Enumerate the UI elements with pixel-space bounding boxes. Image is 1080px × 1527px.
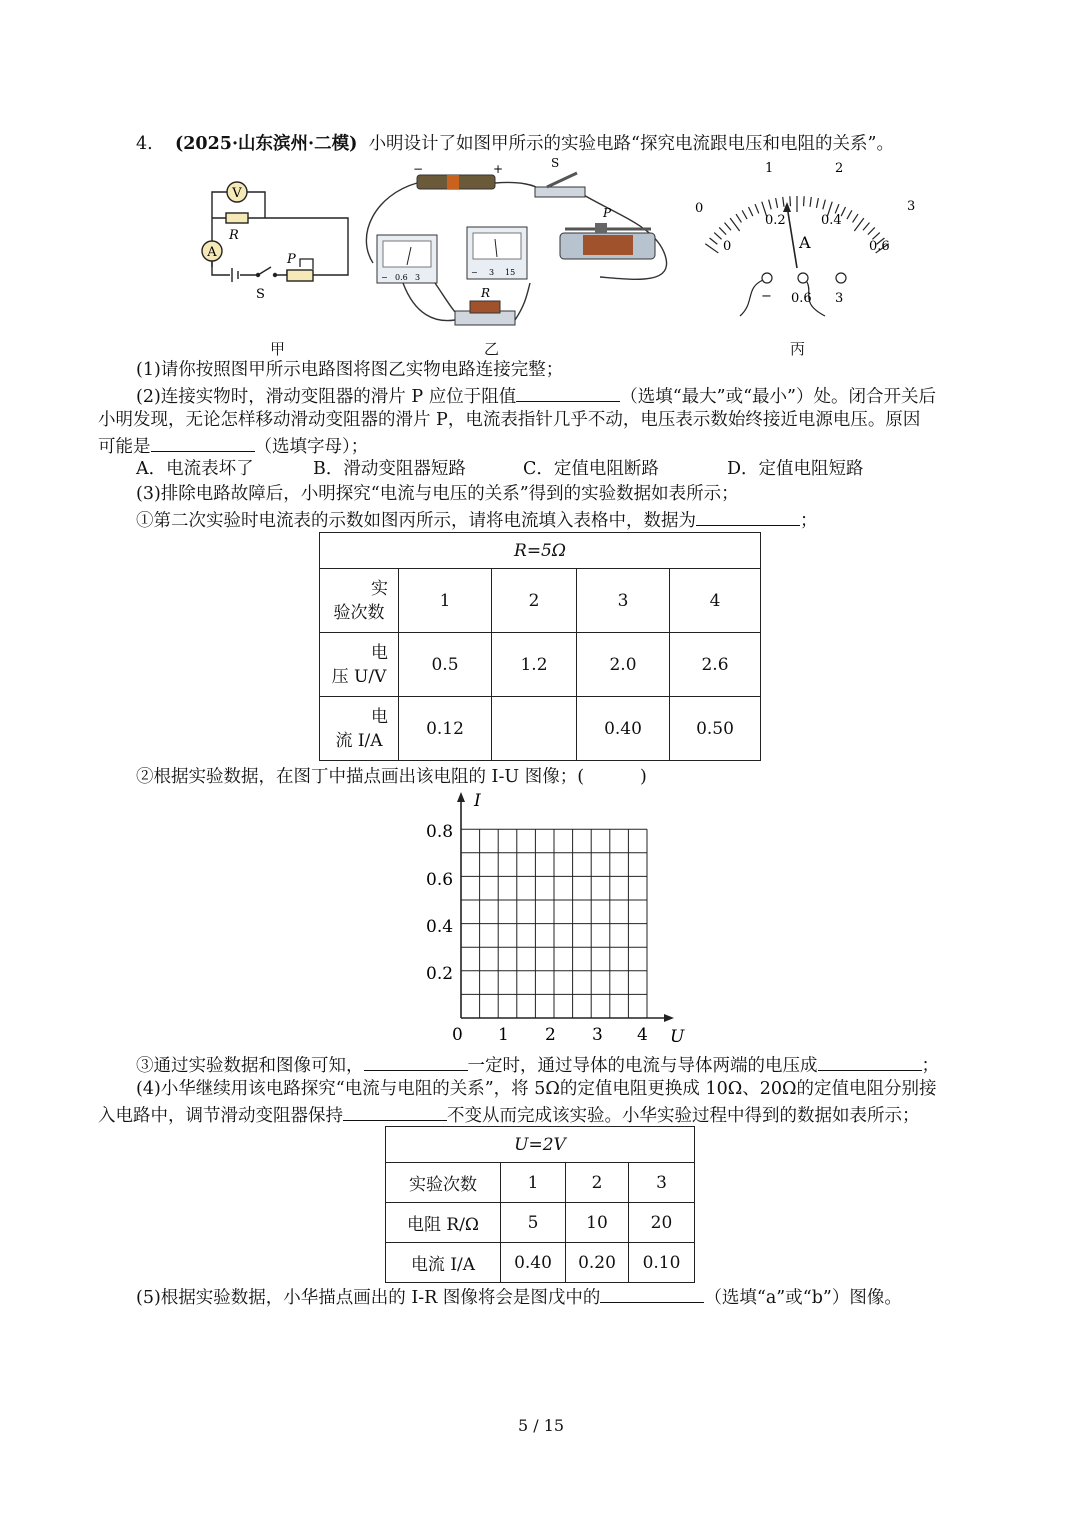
part-2-line-2: 小明发现，无论怎样移动滑动变阻器的滑片 P，电流表指针几乎不动，电压表示数始终接近电源电压。原因 — [98, 410, 921, 430]
switch-device — [535, 156, 585, 197]
dial-tick — [868, 227, 875, 234]
table-current-resistance — [385, 1126, 695, 1283]
terminal-06: 0.6 — [791, 291, 812, 306]
option-d: D．定值电阻短路 — [727, 459, 864, 479]
svg-text:3: 3 — [415, 273, 421, 282]
part-5: (5)根据实验数据，小华描点画出的 I-R 图像将会是图戊中的 （选填“a”或“b”）图像。 — [136, 1284, 902, 1310]
dial-tick — [804, 196, 805, 206]
answer-blank-p5-graph[interactable] — [600, 1284, 704, 1303]
question-text: 小明设计了如图甲所示的实验电路“探究电流跟电压和电阻的关系”。 — [368, 134, 894, 154]
x-tick-label: 1 — [498, 1025, 509, 1045]
option-a: A．电流表坏了 — [136, 459, 254, 479]
bottom-scale-3: 0.6 — [869, 239, 890, 254]
question-number: 4. — [136, 134, 153, 154]
table-row: 实 验次数 1 2 3 4 — [320, 569, 761, 633]
answer-cell-current-2[interactable] — [492, 697, 577, 761]
ammeter-device — [377, 235, 437, 283]
battery-pack — [413, 162, 503, 189]
battery-symbol — [232, 268, 238, 282]
answer-blank-p2-reason[interactable] — [151, 433, 255, 452]
dial-tick — [790, 196, 791, 206]
table-row: 电阻 R/Ω 5 10 20 — [386, 1203, 695, 1243]
part-3-2: ②根据实验数据，在图丁中描点画出该电阻的 I-U 图像；( ) — [136, 767, 647, 787]
dial-tick — [783, 197, 784, 207]
part-1: (1)请你按照图甲所示电路图将图乙实物电路连接完整； — [136, 360, 564, 380]
dial-ticks — [705, 196, 888, 253]
figure-ding-graph[interactable] — [420, 790, 690, 1048]
page-number: 5 / 15 — [518, 1416, 565, 1435]
dial-tick — [769, 200, 772, 210]
part-4-line-2: 入电路中，调节滑动变阻器保持 不变从而完成该实验。小华实验过程中得到的数据如表所示； — [98, 1102, 920, 1128]
dial-tick — [730, 218, 740, 231]
dial-tick — [841, 207, 845, 216]
x-tick-label: 4 — [637, 1025, 648, 1045]
x-tick-label: 0 — [452, 1025, 463, 1045]
dial-tick — [725, 223, 731, 231]
answer-blank-p3-current[interactable] — [696, 507, 800, 526]
table-row: 电流 I/A 0.40 0.20 0.10 — [386, 1243, 695, 1283]
table1-title: R=5Ω — [320, 533, 761, 569]
x-tick-label: 2 — [545, 1025, 556, 1045]
dial-unit: A — [799, 233, 811, 252]
caption-yi: 乙 — [484, 340, 500, 358]
answer-blank-p4-constant[interactable] — [343, 1102, 447, 1121]
option-b: B．滑动变阻器短路 — [313, 459, 466, 479]
graph-grid[interactable] — [461, 829, 647, 1018]
figure-yi-apparatus — [355, 155, 685, 335]
y-tick-label: 0.4 — [426, 917, 454, 937]
dial-needle — [787, 206, 797, 268]
svg-text:0.6: 0.6 — [395, 273, 408, 282]
svg-text:P: P — [603, 206, 612, 220]
table-row: 电 压 U/V 0.5 1.2 2.0 2.6 — [320, 633, 761, 697]
rheostat-symbol — [287, 270, 313, 281]
dial-tick — [847, 210, 852, 219]
switch-label: S — [256, 287, 265, 300]
part-2-line-3: 可能是 （选填字母）； — [98, 433, 368, 459]
voltmeter-label: V — [232, 186, 242, 201]
y-tick-label: 0.6 — [426, 870, 454, 890]
y-axis-label: I — [474, 791, 481, 811]
table2-title: U=2V — [386, 1127, 695, 1163]
part-4-line-1: (4)小华继续用该电路探究“电流与电阻的关系”，将 5Ω的定值电阻更换成 10Ω、20Ω的定值电阻分别接 — [136, 1079, 937, 1099]
y-tick-label: 0.2 — [426, 964, 454, 984]
table-row: 实验次数 1 2 3 — [386, 1163, 695, 1203]
dial-tick — [710, 238, 718, 244]
terminal-3: 3 — [835, 291, 844, 306]
caption-bing: 丙 — [790, 340, 806, 358]
question-source: (2025·山东滨州·二模) — [174, 134, 358, 154]
figure-jia-circuit — [195, 175, 360, 300]
dial-tick — [755, 204, 759, 213]
bottom-scale-0: 0 — [723, 239, 732, 254]
svg-text:R: R — [481, 286, 491, 300]
dial-tick — [823, 200, 826, 210]
answer-blank-p3-proportion[interactable] — [818, 1052, 922, 1071]
top-scale-0: 0 — [695, 201, 704, 216]
svg-text:+: + — [493, 162, 504, 176]
resistor-label: R — [229, 228, 239, 243]
part-3: (3)排除电路故障后，小明探究“电流与电压的关系”得到的实验数据如表所示； — [136, 484, 739, 504]
resistor-symbol — [226, 213, 248, 223]
part-2-line-1: (2)连接实物时，滑动变阻器的滑片 P 应位于阻值 （选填“最大”或“最小”）处。闭合开关后 — [136, 383, 936, 409]
top-scale-1: 1 — [765, 161, 774, 176]
bottom-scale-1: 0.2 — [765, 213, 786, 228]
option-c: C．定值电阻断路 — [523, 459, 659, 479]
svg-text:3: 3 — [489, 268, 495, 277]
svg-text:−: − — [413, 162, 424, 176]
svg-text:−: − — [471, 268, 478, 277]
dial-tick — [854, 218, 864, 231]
dial-tick — [736, 214, 741, 222]
svg-text:S: S — [551, 156, 560, 170]
dial-tick — [863, 223, 869, 231]
table-current-voltage — [319, 532, 761, 761]
svg-text:−: − — [381, 273, 388, 282]
dial-tick — [742, 210, 747, 219]
dial-tick — [816, 198, 818, 208]
dial-tick — [719, 227, 726, 234]
dial-tick — [748, 207, 752, 216]
caption-jia: 甲 — [270, 340, 286, 358]
voltmeter-device — [467, 227, 527, 279]
svg-text:15: 15 — [505, 268, 516, 277]
dial-tick — [705, 244, 718, 253]
table-row: 电 流 I/A 0.12 0.40 0.50 — [320, 697, 761, 761]
top-scale-3: 3 — [907, 199, 916, 214]
figure-bing-ammeter-dial — [685, 158, 925, 323]
x-axis-label: U — [670, 1027, 685, 1047]
dial-tick — [776, 198, 778, 208]
part-3-1: ①第二次实验时电流表的示数如图丙所示，请将电流填入表格中，数据为 ； — [136, 507, 818, 533]
switch-symbol — [257, 267, 277, 277]
slider-label: P — [287, 252, 296, 267]
dial-tick — [853, 214, 858, 222]
resistor-device — [455, 286, 515, 325]
answer-blank-p2-position[interactable] — [516, 383, 620, 402]
x-tick-label: 3 — [592, 1025, 603, 1045]
dial-tick — [810, 197, 811, 207]
answer-blank-p3-constant[interactable] — [364, 1052, 468, 1071]
bottom-scale-2: 0.4 — [821, 213, 842, 228]
dial-tick — [714, 233, 721, 240]
part-3-3: ③通过实验数据和图像可知， 一定时，通过导体的电流与导体两端的电压成 ； — [136, 1052, 939, 1078]
rheostat-device — [560, 206, 655, 259]
terminal-minus: − — [761, 289, 772, 304]
question-intro — [136, 132, 894, 156]
y-tick-label: 0.8 — [426, 822, 454, 842]
ammeter-label: A — [207, 245, 217, 260]
top-scale-2: 2 — [835, 161, 844, 176]
